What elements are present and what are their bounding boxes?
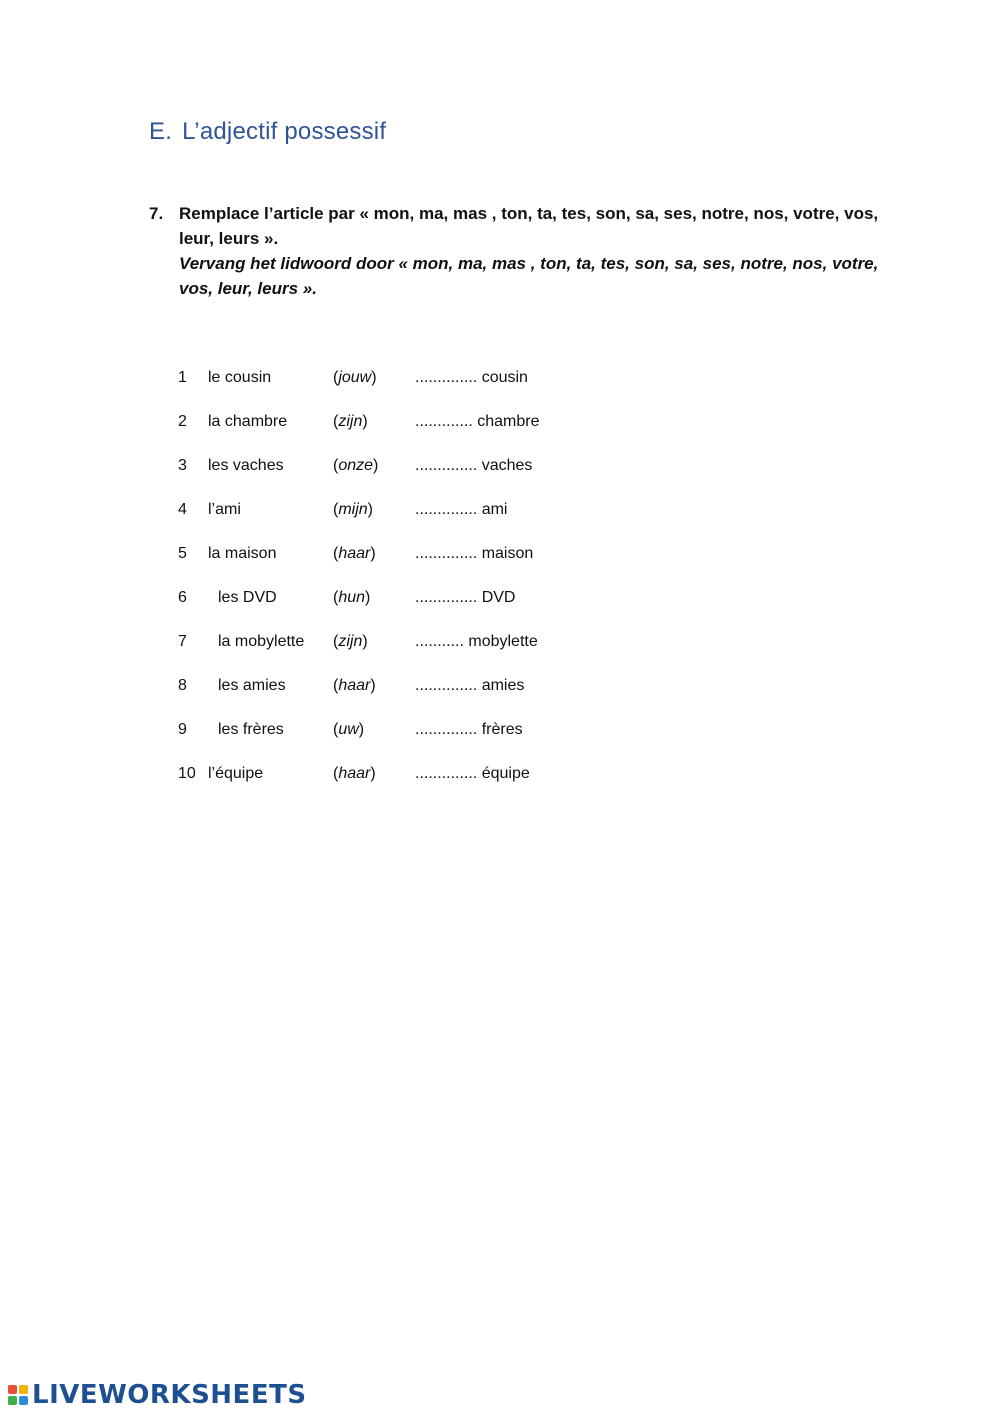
- item-hint-word: haar: [338, 765, 371, 782]
- exercise-list: [178, 366, 678, 806]
- item-number: 8: [178, 677, 187, 694]
- item-article: l’ami: [208, 501, 241, 518]
- item-hint: (jouw): [333, 369, 377, 386]
- logo-tile: [8, 1385, 17, 1394]
- answer-blank[interactable]: .............: [415, 413, 473, 430]
- exercise-row: [178, 718, 678, 762]
- item-answer: [415, 586, 515, 610]
- item-hint: (zijn): [333, 633, 368, 650]
- liveworksheets-logo: [8, 1382, 307, 1408]
- item-noun: DVD: [481, 589, 516, 606]
- item-answer: [415, 630, 538, 654]
- item-article: la chambre: [208, 413, 288, 430]
- item-noun: chambre: [477, 413, 540, 430]
- item-number: 7: [178, 633, 187, 650]
- section-heading: [149, 118, 386, 146]
- exercise-row: [178, 498, 678, 542]
- item-hint: (zijn): [333, 413, 368, 430]
- item-noun: ami: [481, 501, 508, 518]
- item-answer: [415, 454, 532, 478]
- item-article: la mobylette: [218, 633, 305, 650]
- item-article: le cousin: [208, 369, 272, 386]
- item-hint: (onze): [333, 457, 379, 474]
- item-article: les amies: [218, 677, 286, 694]
- answer-blank[interactable]: ...........: [415, 633, 464, 650]
- liveworksheets-logo-icon: [8, 1385, 28, 1405]
- item-article: les vaches: [208, 457, 284, 474]
- answer-blank[interactable]: ..............: [415, 589, 478, 606]
- item-answer: [415, 498, 507, 522]
- logo-text: LIVEWORKSHEETS: [32, 1380, 307, 1410]
- answer-blank[interactable]: ..............: [415, 545, 478, 562]
- logo-tile: [19, 1396, 28, 1405]
- item-number: 3: [178, 457, 187, 474]
- answer-blank[interactable]: ..............: [415, 721, 478, 738]
- item-noun: cousin: [481, 369, 528, 386]
- item-article: l’équipe: [208, 765, 264, 782]
- item-hint-word: zijn: [338, 633, 363, 650]
- item-answer: [415, 762, 530, 786]
- item-number: 1: [178, 369, 187, 386]
- item-noun: équipe: [481, 765, 530, 782]
- answer-blank[interactable]: ..............: [415, 765, 478, 782]
- answer-blank[interactable]: ..............: [415, 677, 478, 694]
- item-article: la maison: [208, 545, 277, 562]
- item-hint: (mijn): [333, 501, 373, 518]
- answer-blank[interactable]: ..............: [415, 369, 478, 386]
- item-hint-word: hun: [338, 589, 366, 606]
- item-noun: vaches: [481, 457, 533, 474]
- item-noun: amies: [481, 677, 525, 694]
- item-hint-word: haar: [338, 677, 371, 694]
- item-number: 2: [178, 413, 187, 430]
- item-article: les frères: [218, 721, 284, 738]
- item-hint-word: onze: [338, 457, 374, 474]
- item-number: 6: [178, 589, 187, 606]
- item-noun: maison: [481, 545, 534, 562]
- exercise-number: 7.: [149, 204, 164, 223]
- item-answer: [415, 674, 524, 698]
- item-hint: (haar): [333, 677, 376, 694]
- exercise-instruction: [149, 201, 879, 301]
- item-number: 4: [178, 501, 187, 518]
- item-hint-word: zijn: [338, 413, 363, 430]
- answer-blank[interactable]: ..............: [415, 457, 478, 474]
- item-hint: (uw): [333, 721, 365, 738]
- item-noun: frères: [481, 721, 523, 738]
- item-answer: [415, 718, 523, 742]
- item-number: 10: [178, 765, 196, 782]
- item-answer: [415, 366, 528, 390]
- instruction-french: Remplace l’article par « mon, ma, mas , ton, ta, tes, son, sa, ses, notre, nos, votre, vos, leur, leurs ».: [179, 204, 879, 248]
- exercise-row: [178, 410, 678, 454]
- exercise-row: [178, 454, 678, 498]
- exercise-row: [178, 674, 678, 718]
- item-hint: (haar): [333, 545, 376, 562]
- logo-tile: [19, 1385, 28, 1394]
- item-hint: (hun): [333, 589, 371, 606]
- item-hint-word: haar: [338, 545, 371, 562]
- item-noun: mobylette: [468, 633, 538, 650]
- item-answer: [415, 410, 540, 434]
- section-title: L’adjectif possessif: [182, 118, 387, 145]
- item-number: 5: [178, 545, 187, 562]
- item-article: les DVD: [218, 589, 277, 606]
- instruction-dutch: Vervang het lidwoord door « mon, ma, mas , ton, ta, tes, son, sa, ses, notre, nos, votre, vos, leur, leurs ».: [179, 254, 879, 298]
- item-hint-word: jouw: [338, 369, 372, 386]
- logo-tile: [8, 1396, 17, 1405]
- exercise-row: [178, 366, 678, 410]
- exercise-row: [178, 542, 678, 586]
- item-hint: (haar): [333, 765, 376, 782]
- answer-blank[interactable]: ..............: [415, 501, 478, 518]
- item-hint-word: uw: [338, 721, 359, 738]
- item-number: 9: [178, 721, 187, 738]
- exercise-row: [178, 762, 678, 806]
- exercise-row: [178, 630, 678, 674]
- item-answer: [415, 542, 533, 566]
- exercise-row: [178, 586, 678, 630]
- item-hint-word: mijn: [338, 501, 368, 518]
- section-letter: E.: [149, 118, 173, 145]
